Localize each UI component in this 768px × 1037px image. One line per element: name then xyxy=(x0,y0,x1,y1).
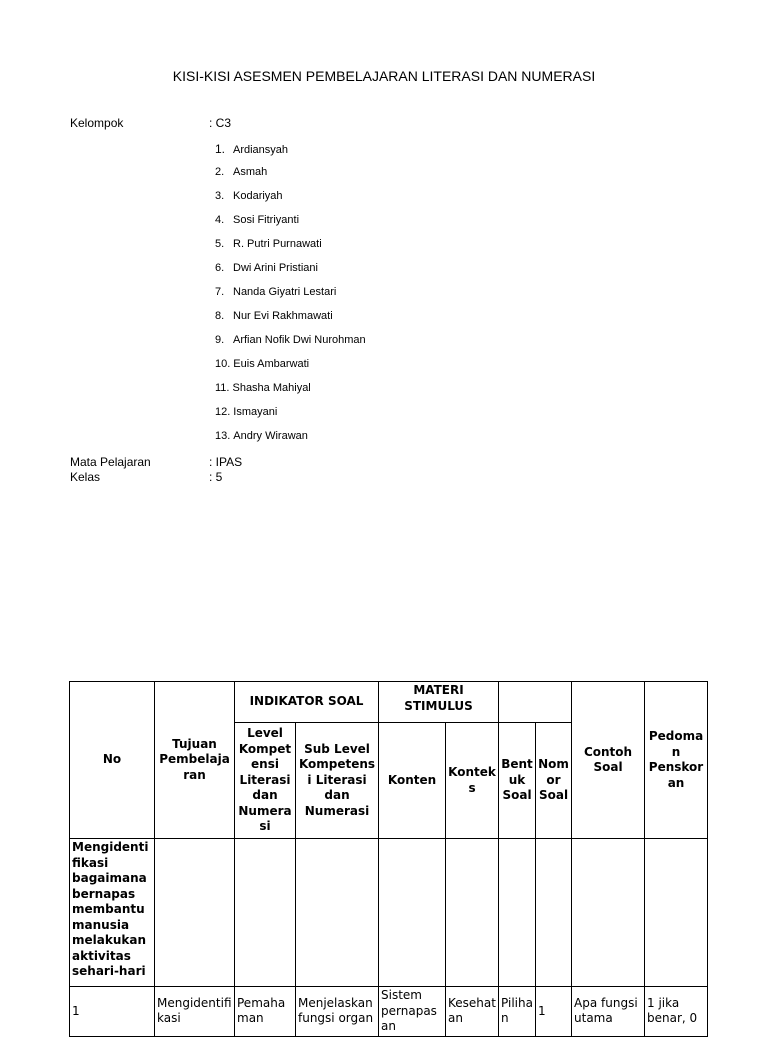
cell-level: Pemahaman xyxy=(235,987,296,1037)
cell-contoh: Apa fungsi utama xyxy=(572,987,645,1037)
member-item: 4. Sosi Fitriyanti xyxy=(215,214,300,226)
header-contoh: Contoh Soal xyxy=(572,682,645,839)
table-row xyxy=(70,987,708,1037)
header-empty xyxy=(499,682,572,723)
kisi-table xyxy=(69,681,708,1037)
header-indikator: INDIKATOR SOAL xyxy=(235,682,379,723)
mapel-value: : IPAS xyxy=(209,455,243,469)
table-cell xyxy=(155,839,235,987)
cell-no: 1 xyxy=(70,987,155,1037)
cell-bentuk: Pilihan xyxy=(499,987,536,1037)
member-item: 12. Ismayani xyxy=(215,406,278,418)
table-cell xyxy=(235,839,296,987)
member-item: 11. Shasha Mahiyal xyxy=(215,382,311,394)
cell-nomor: 1 xyxy=(536,987,572,1037)
member-item: 5. R. Putri Purnawati xyxy=(215,238,322,250)
table-cell xyxy=(572,839,645,987)
mapel-label: Mata Pelajaran xyxy=(70,455,151,469)
table-cell xyxy=(536,839,572,987)
header-konten: Konten xyxy=(379,723,446,839)
document-title: KISI-KISI ASESMEN PEMBELAJARAN LITERASI DAN NUMERASI xyxy=(172,68,596,84)
kelas-label: Kelas xyxy=(70,470,101,484)
cell-tujuan: Mengidentifikasi xyxy=(155,987,235,1037)
member-item: 2. Asmah xyxy=(215,166,268,178)
member-item: 9. Arfian Nofik Dwi Nurohman xyxy=(215,334,366,346)
cell-konten: Sistem pernapasan xyxy=(379,987,446,1037)
cell-konteks: Kesehatan xyxy=(446,987,499,1037)
member-item: 6. Dwi Arini Pristiani xyxy=(215,262,318,274)
member-item: 7. Nanda Giyatri Lestari xyxy=(215,286,337,298)
kelompok-label: Kelompok xyxy=(70,116,124,130)
member-item: 3. Kodariyah xyxy=(215,190,283,202)
header-level: Level Kompetensi Literasi dan Numerasi xyxy=(235,723,296,839)
member-list xyxy=(215,142,366,454)
header-bentuk: Bentuk Soal xyxy=(499,723,536,839)
kelas-value: : 5 xyxy=(209,470,223,484)
table-cell xyxy=(379,839,446,987)
member-item: 8. Nur Evi Rakhmawati xyxy=(215,310,333,322)
header-materi: MATERI STIMULUS xyxy=(379,682,499,723)
section-label: Mengidentifikasi bagaimana bernapas membantu manusia melakukan aktivitas sehari-hari xyxy=(70,839,155,987)
header-nomor: Nomor Soal xyxy=(536,723,572,839)
table-cell xyxy=(296,839,379,987)
header-konteks: Konteks xyxy=(446,723,499,839)
header-pedoman: Pedoman Penskoran xyxy=(645,682,708,839)
header-sub-level: Sub Level Kompetensi Literasi dan Numerasi xyxy=(296,723,379,839)
header-no: No xyxy=(70,682,155,839)
table-cell xyxy=(645,839,708,987)
cell-sub-level: Menjelaskan fungsi organ xyxy=(296,987,379,1037)
header-tujuan: Tujuan Pembelajaran xyxy=(155,682,235,839)
cell-pedoman: 1 jika benar, 0 xyxy=(645,987,708,1037)
table-cell xyxy=(499,839,536,987)
member-item: 1. Ardiansyah xyxy=(215,142,289,156)
member-item: 13. Andry Wirawan xyxy=(215,430,308,442)
table-cell xyxy=(446,839,499,987)
member-item: 10. Euis Ambarwati xyxy=(215,358,310,370)
kelompok-value: : C3 xyxy=(209,116,232,130)
